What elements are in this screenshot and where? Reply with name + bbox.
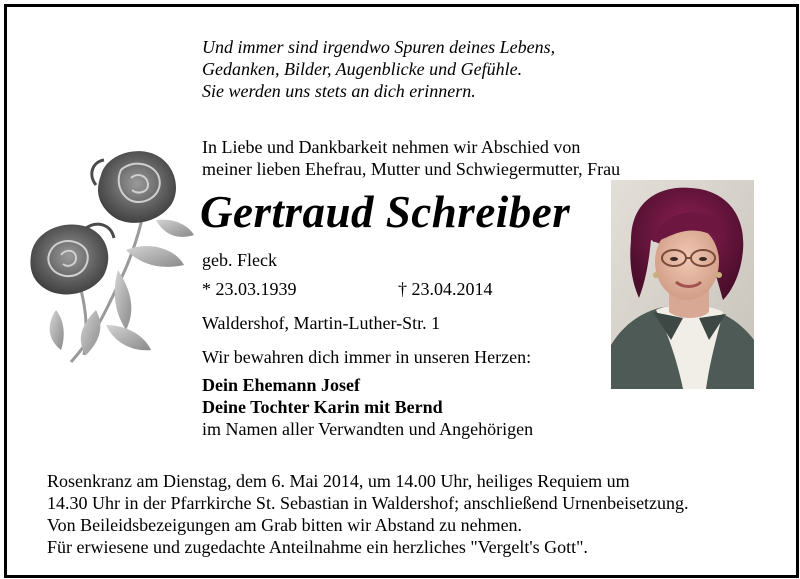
mourners	[202, 374, 533, 440]
birth-date: * 23.03.1939	[202, 279, 297, 299]
notice-line: Von Beileidsbezeigungen am Grab bitten wir Abstand zu nehmen.	[47, 515, 523, 535]
notice-line: Rosenkranz am Dienstag, dem 6. Mai 2014, um 14.00 Uhr, heiliges Requiem um	[47, 471, 630, 491]
notice-line: Für erwiesene und zugedachte Anteilnahme ein herzliches "Vergelt's Gott".	[47, 537, 588, 557]
deceased-name: Gertraud Schreiber	[200, 187, 571, 237]
service-notice	[47, 470, 689, 558]
roses-illustration	[26, 140, 196, 365]
birth-name: geb. Fleck	[202, 250, 277, 270]
rose-icon	[92, 151, 176, 223]
mourner-relatives: im Namen aller Verwandten und Angehörigen	[202, 419, 534, 439]
poem	[202, 36, 555, 102]
rose-icon	[30, 224, 114, 294]
poem-line: Sie werden uns stets an dich erinnern.	[202, 81, 476, 101]
portrait-photo	[611, 180, 754, 389]
mourner-husband: Dein Ehemann Josef	[202, 375, 361, 395]
poem-line: Gedanken, Bilder, Augenblicke und Gefühle.	[202, 59, 523, 79]
death-date: † 23.04.2014	[398, 279, 493, 299]
remembrance-line: Wir bewahren dich immer in unseren Herzen:	[202, 347, 532, 367]
address: Waldershof, Martin-Luther-Str. 1	[202, 313, 441, 333]
intro-line: In Liebe und Dankbarkeit nehmen wir Abschied von	[202, 137, 581, 157]
intro-text	[202, 136, 620, 180]
poem-line: Und immer sind irgendwo Spuren deines Lebens,	[202, 37, 556, 57]
intro-line: meiner lieben Ehefrau, Mutter und Schwiegermutter, Frau	[202, 159, 621, 179]
mourner-daughter: Deine Tochter Karin mit Bernd	[202, 397, 443, 417]
notice-line: 14.30 Uhr in der Pfarrkirche St. Sebastian in Waldershof; anschließend Urnenbeisetzung.	[47, 493, 689, 513]
